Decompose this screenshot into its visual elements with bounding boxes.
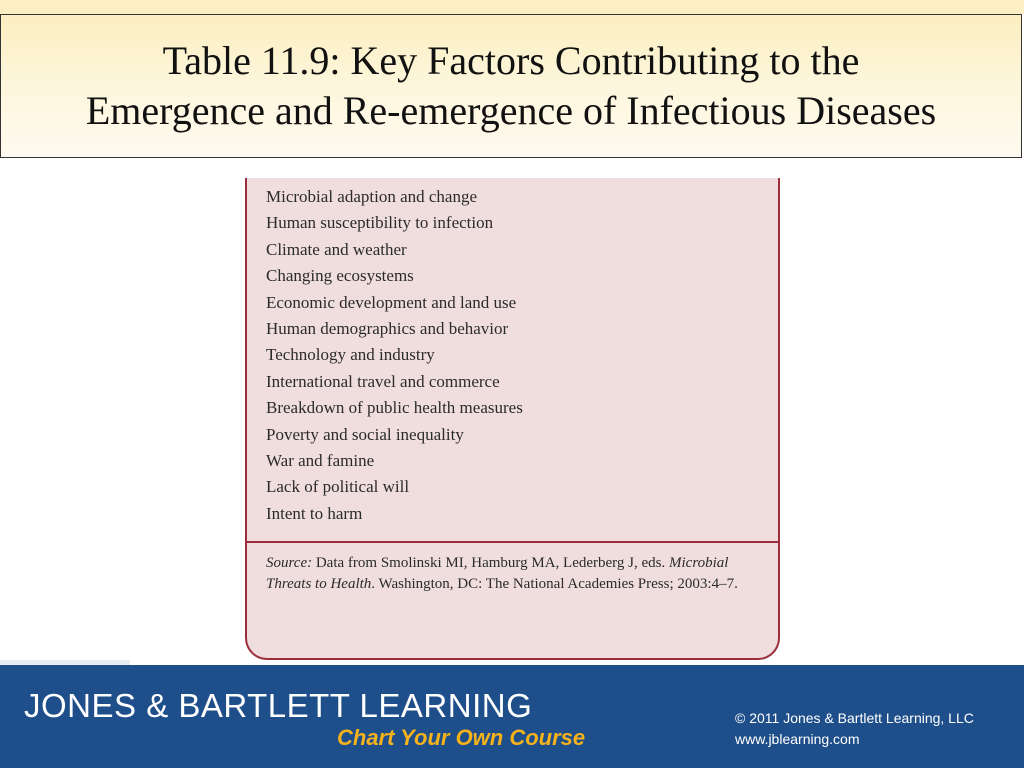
source-label: Source:: [266, 555, 313, 571]
table-divider: [247, 541, 778, 543]
factor-item: Intent to harm: [266, 503, 363, 523]
factors-table: [245, 178, 780, 660]
publisher-tagline: Chart Your Own Course: [337, 725, 586, 750]
source-text-1: Data from Smolinski MI, Hamburg MA, Lederberg J, eds.: [312, 555, 669, 571]
factor-item: War and famine: [266, 450, 375, 470]
factor-item: Breakdown of public health measures: [266, 398, 523, 418]
source-book-title: Microbial Threats to Health: [266, 555, 729, 592]
factor-item: Climate and weather: [266, 239, 407, 259]
factor-item: Human susceptibility to infection: [266, 213, 494, 233]
slide-title-line-1: Table 11.9: Key Factors Contributing to the: [162, 38, 860, 83]
copyright-text: © 2011 Jones & Bartlett Learning, LLC: [735, 710, 974, 726]
factor-item: Lack of political will: [266, 477, 410, 497]
factor-item: Changing ecosystems: [266, 266, 414, 286]
slide-title-line-2: Emergence and Re-emergence of Infectious Diseases: [85, 88, 937, 133]
factor-item: Economic development and land use: [266, 292, 517, 312]
publisher-footer: [0, 665, 1024, 768]
source-text-2: . Washington, DC: The National Academies Press; 2003:4–7.: [371, 576, 738, 592]
factor-item: Human demographics and behavior: [266, 318, 509, 338]
title-top-strip: [0, 0, 1024, 14]
source-note: [266, 553, 766, 595]
publisher-logo-text: JONES & BARTLETT LEARNING: [24, 687, 533, 724]
website-text: www.jblearning.com: [735, 731, 860, 747]
factor-item: Microbial adaption and change: [266, 187, 478, 206]
factor-item: Technology and industry: [266, 345, 435, 365]
factor-item: Poverty and social inequality: [266, 424, 464, 444]
slide-title-box: [0, 14, 1022, 158]
factor-item: International travel and commerce: [266, 371, 500, 391]
factors-list: [266, 184, 523, 527]
